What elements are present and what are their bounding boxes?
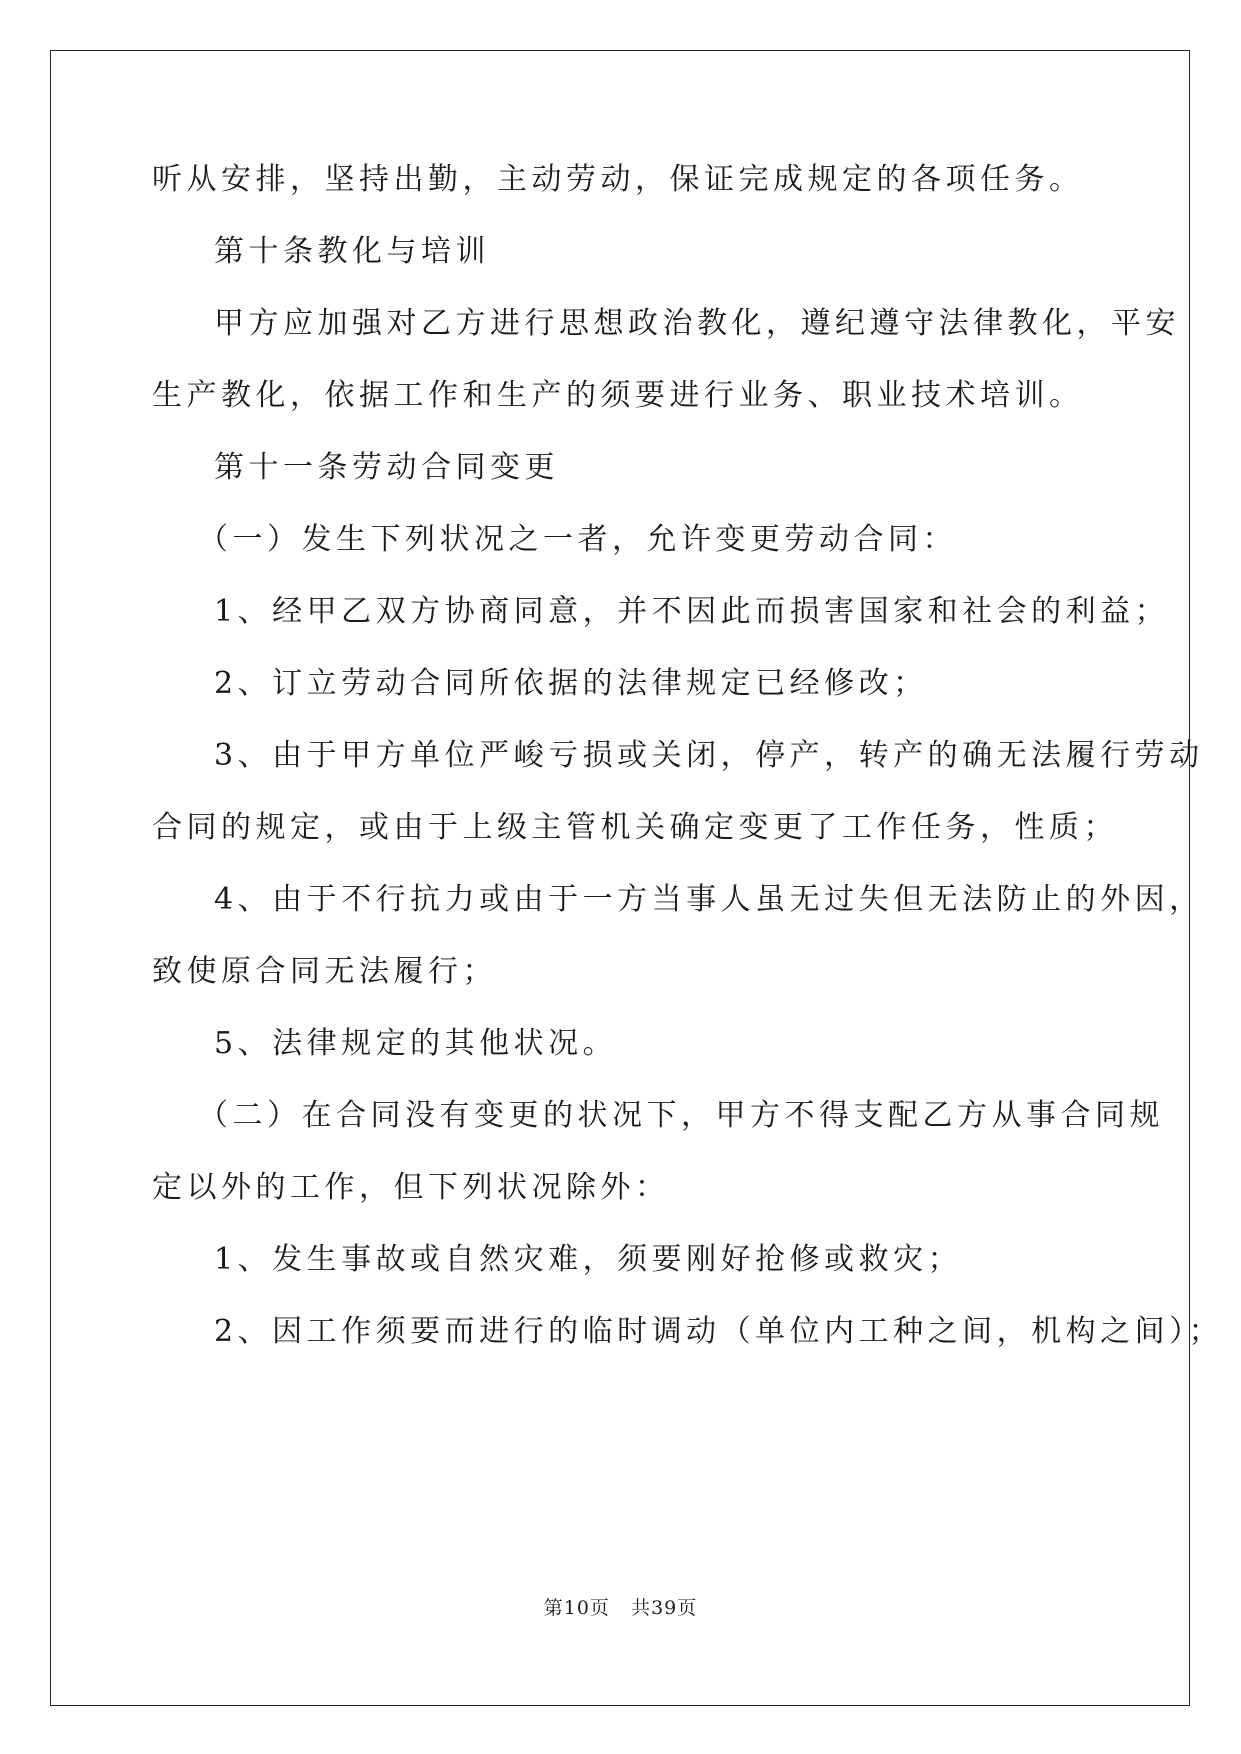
paragraph-line: 甲方应加强对乙方进行思想政治教化，遵纪遵守法律教化，平安 [214, 306, 1180, 341]
paragraph-line: 听从安排，坚持出勤，主动劳动，保证完成规定的各项任务。 [152, 162, 1084, 197]
paragraph-line: （二）在合同没有变更的状况下，甲方不得支配乙方从事合同规 [198, 1098, 1164, 1133]
page-border [50, 50, 1190, 1706]
paragraph-line: （一）发生下列状况之一者，允许变更劳动合同： [198, 522, 957, 557]
list-item: 2、订立劳动合同所依据的法律规定已经修改； [214, 666, 928, 701]
list-item: 3、由于甲方单位严峻亏损或关闭，停产，转产的确无法履行劳动 [214, 738, 1204, 773]
page-number: 第10页 [543, 1597, 610, 1619]
paragraph-line: 合同的规定，或由于上级主管机关确定变更了工作任务，性质； [152, 810, 1118, 845]
list-item: 4、由于不行抗力或由于一方当事人虽无过失但无法防止的外因， [214, 882, 1204, 917]
paragraph-line: 生产教化，依据工作和生产的须要进行业务、职业技术培训。 [152, 378, 1084, 413]
list-item: 5、法律规定的其他状况。 [214, 1026, 618, 1061]
section-heading: 第十条教化与培训 [214, 234, 490, 269]
paragraph-line: 致使原合同无法履行； [152, 954, 497, 989]
list-item: 1、经甲乙双方协商同意，并不因此而损害国家和社会的利益； [214, 594, 1170, 629]
page-total: 共39页 [631, 1597, 698, 1619]
paragraph-line: 定以外的工作，但下列状况除外： [152, 1170, 670, 1205]
section-heading: 第十一条劳动合同变更 [214, 450, 559, 485]
page-footer [0, 1596, 1241, 1620]
list-item: 2、因工作须要而进行的临时调动（单位内工种之间，机构之间）； [214, 1314, 1224, 1349]
list-item: 1、发生事故或自然灾难，须要刚好抢修或救灾； [214, 1242, 963, 1277]
